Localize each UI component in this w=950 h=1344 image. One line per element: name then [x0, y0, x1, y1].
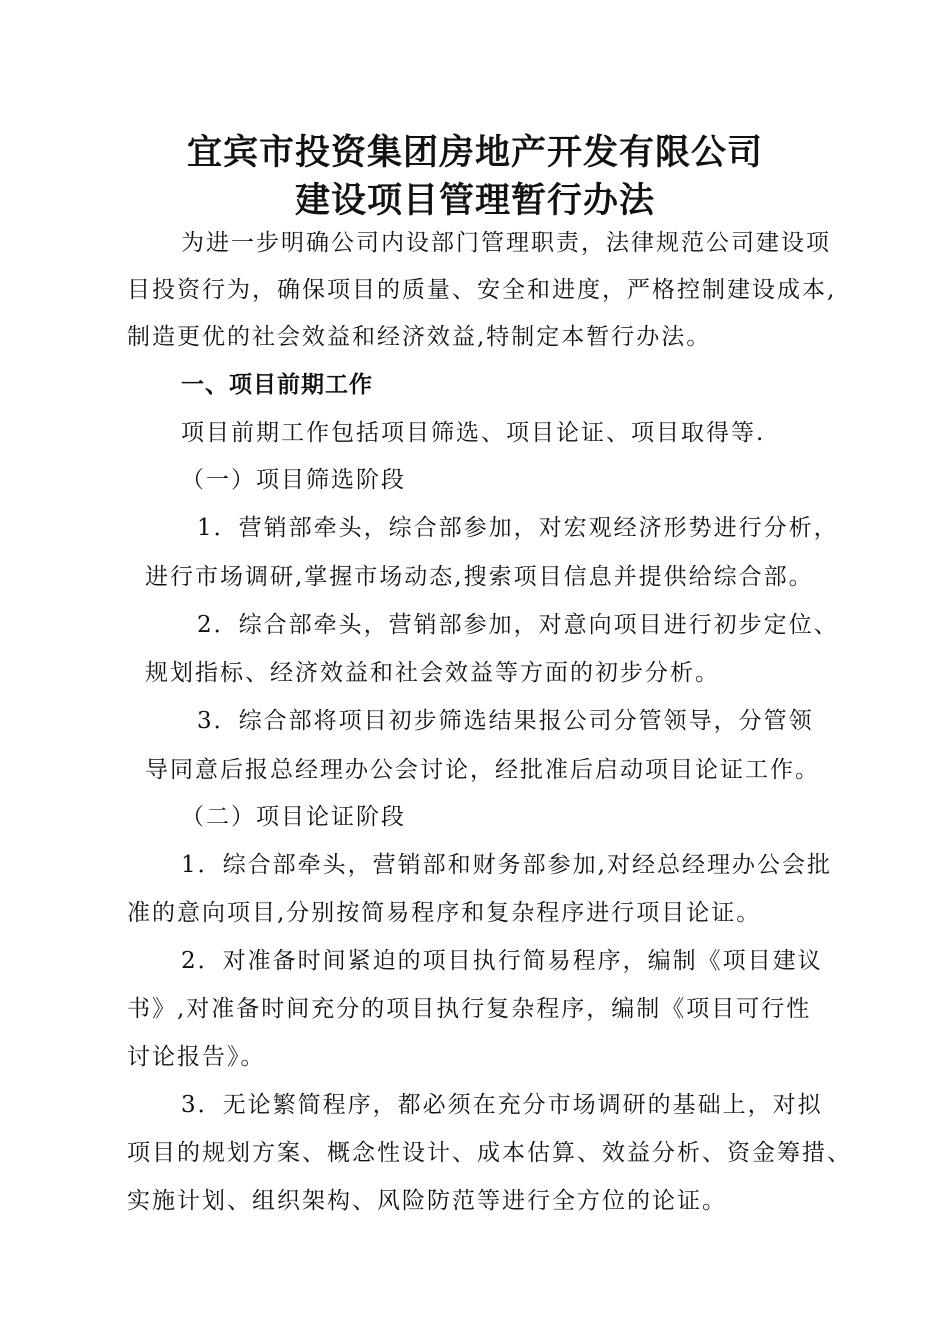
document-title-line2: 建设项目管理暂行办法 — [294, 180, 655, 221]
list-item-line: 项目的规划方案、概念性设计、成本估算、效益分析、资金筹措、 — [127, 1140, 852, 1166]
list-item-line: 1．营销部牵头，综合部参加，对宏观经济形势进行分析， — [197, 515, 839, 541]
subsection-heading: （二）项目论证阶段 — [181, 804, 406, 830]
list-item-line: 2．综合部牵头，营销部参加，对意向项目进行初步定位、 — [197, 612, 839, 638]
document-title-line1: 宜宾市投资集团房地产开发有限公司 — [186, 132, 763, 173]
list-item-line: 1．综合部牵头，营销部和财务部参加,对经总经理办公会批 — [181, 852, 832, 878]
list-item-line: 规划指标、经济效益和社会效益等方面的初步分析。 — [145, 660, 720, 686]
list-item-line: 实施计划、组织架构、风险防范等进行全方位的论证。 — [127, 1188, 727, 1214]
subsection-heading: （一）项目筛选阶段 — [181, 467, 406, 493]
list-item-line: 导同意后报总经理办公会讨论，经批准后启动项目论证工作。 — [145, 757, 820, 783]
list-item-line: 2．对准备时间紧迫的项目执行简易程序，编制《项目建议 — [181, 948, 823, 974]
list-item-line: 书》,对准备时间充分的项目执行复杂程序，编制《项目可行性 — [127, 996, 812, 1022]
list-item-line: 讨论报告》。 — [127, 1044, 266, 1070]
section-heading: 一、项目前期工作 — [181, 372, 373, 398]
list-item-line: 3．无论繁简程序，都必须在充分市场调研的基础上，对拟 — [181, 1092, 823, 1118]
intro-line: 为进一步明确公司内设部门管理职责，法律规范公司建设项 — [181, 230, 831, 256]
list-item-line: 进行市场调研,掌握市场动态,搜索项目信息并提供给综合部。 — [145, 564, 814, 590]
section-intro: 项目前期工作包括项目筛选、项目论证、项目取得等. — [181, 420, 766, 446]
intro-line: 制造更优的社会效益和经济效益,特制定本暂行办法。 — [127, 324, 712, 350]
list-item-line: 准的意向项目,分别按简易程序和复杂程序进行项目论证。 — [127, 900, 762, 926]
list-item-line: 3．综合部将项目初步筛选结果报公司分管领导，分管领 — [197, 708, 814, 734]
intro-line: 目投资行为，确保项目的质量、安全和进度，严格控制建设成本, — [127, 277, 837, 303]
